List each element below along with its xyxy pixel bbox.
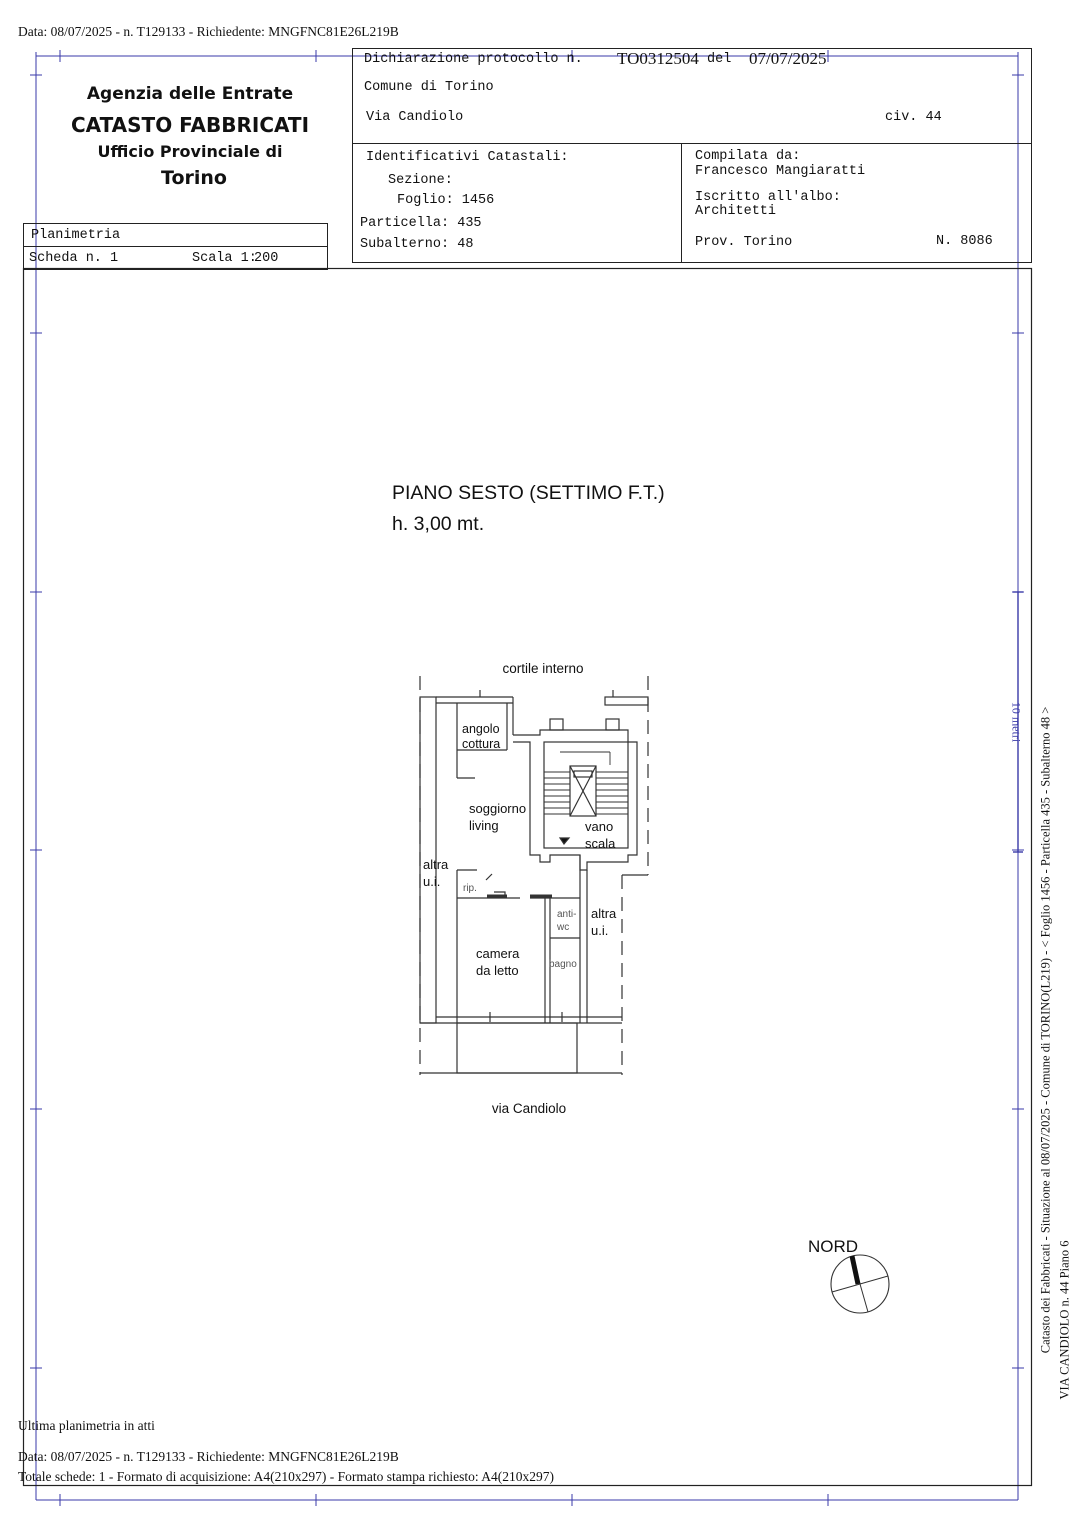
address-civic-number: civ. 44: [885, 110, 942, 125]
albo-value: Architetti: [695, 204, 777, 219]
identifiers-title: Identificativi Catastali:: [366, 150, 569, 165]
agency-city: Torino: [161, 167, 227, 189]
label-bedroom-1: camera: [476, 946, 520, 961]
comune: Comune di Torino: [364, 80, 494, 95]
scale-label: Scala 1:: [192, 251, 257, 266]
scheda-number: Scheda n. 1: [29, 251, 119, 266]
foglio: Foglio: 1456: [397, 193, 495, 208]
compiler-registration-number: N. 8086: [936, 234, 993, 249]
footer-request-line: Data: 08/07/2025 - n. T129133 - Richiedente: MNGFNC81E26L219B: [18, 1449, 399, 1464]
compiler-province: Prov. Torino: [695, 235, 793, 250]
protocol-number: TO0312504: [617, 49, 699, 68]
agency-name: Agenzia delle Entrate: [86, 84, 294, 104]
sezione: Sezione:: [388, 173, 453, 188]
label-living-1: soggiorno: [469, 801, 527, 816]
side-catasto-info: Catasto dei Fabbricati - Situazione al 08/07/2025 - Comune di TORINO(L219) - < Foglio 1456 - Particella 435 - Subalterno 48 >: [1038, 706, 1053, 1354]
label-living-2: living: [469, 818, 499, 833]
header-request-line: Data: 08/07/2025 - n. T129133 - Richiedente: MNGFNC81E26L219B: [18, 24, 399, 39]
north-arrow: [831, 1255, 889, 1313]
agency-office: Ufficio Provinciale di: [97, 142, 283, 161]
compiler-label: Compilata da:: [695, 149, 801, 164]
label-anti-2: wc: [557, 922, 570, 933]
scale-value: 200: [254, 251, 279, 266]
protocol-del-label: del: [707, 52, 732, 67]
protocol-date: 07/07/2025: [749, 49, 827, 68]
protocol-label: Dichiarazione protocollo n.: [364, 52, 583, 67]
label-kitchen-2: cottura: [462, 737, 501, 751]
agency-department: CATASTO FABBRICATI: [70, 113, 310, 137]
planimetria-title: Planimetria: [31, 228, 121, 243]
label-bedroom-2: da letto: [476, 963, 519, 978]
footer-last-plan: Ultima planimetria in atti: [18, 1418, 155, 1433]
label-bathroom: bagno: [549, 959, 577, 970]
label-other-right-1: altra: [591, 906, 617, 921]
scale-bar-label: 10 metri: [1009, 701, 1024, 743]
label-other-left-2: u.i.: [423, 874, 441, 889]
subalterno: Subalterno: 48: [360, 237, 474, 252]
north-label: NORD: [808, 1237, 859, 1256]
label-anti-1: anti-: [557, 909, 577, 920]
particella: Particella: 435: [360, 216, 482, 231]
footer-totals: Totale schede: 1 - Formato di acquisizione: A4(210x297) - Formato stampa richiesto: A4(210x297): [18, 1469, 554, 1484]
address-street: Via Candiolo: [366, 110, 464, 125]
label-street: via Candiolo: [491, 1101, 567, 1116]
label-stair-1: vano: [585, 819, 614, 834]
label-other-right-2: u.i.: [591, 923, 609, 938]
floor-height: h. 3,00 mt.: [392, 513, 485, 535]
side-address-info: VIA CANDIOLO n. 44 Piano 6: [1057, 1240, 1072, 1400]
label-storage: rip.: [463, 883, 477, 894]
label-courtyard: cortile interno: [502, 661, 584, 676]
albo-label: Iscritto all'albo:: [695, 190, 841, 205]
compiler-name: Francesco Mangiaratti: [695, 164, 866, 179]
label-other-left-1: altra: [423, 857, 449, 872]
label-stair-2: scala: [585, 836, 616, 851]
label-kitchen-1: angolo: [462, 722, 500, 736]
floor-title: PIANO SESTO (SETTIMO F.T.): [392, 482, 665, 504]
